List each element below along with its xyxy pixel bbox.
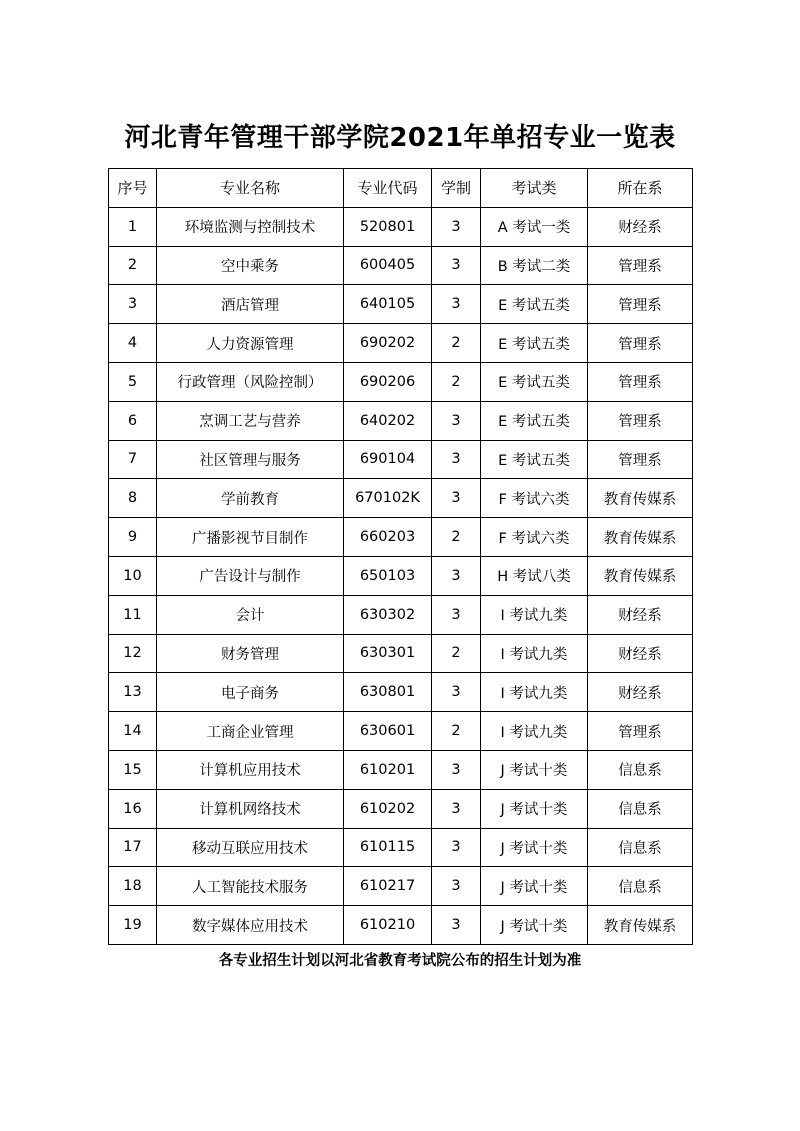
cell-duration: 2 [432, 362, 481, 401]
cell-major-code: 640202 [344, 401, 432, 440]
cell-index: 19 [109, 906, 157, 945]
cell-index: 5 [109, 362, 157, 401]
cell-exam-category: E 考试五类 [481, 362, 588, 401]
cell-exam-category: I 考试九类 [481, 712, 588, 751]
cell-department: 财经系 [588, 634, 693, 673]
cell-index: 14 [109, 712, 157, 751]
cell-major-code: 600405 [344, 246, 432, 285]
cell-department: 信息系 [588, 867, 693, 906]
cell-major-name: 烹调工艺与营养 [157, 401, 344, 440]
cell-index: 9 [109, 518, 157, 557]
table-row [109, 556, 693, 595]
cell-major-code: 660203 [344, 518, 432, 557]
table-row [109, 634, 693, 673]
cell-major-name: 行政管理（风险控制） [157, 362, 344, 401]
cell-department: 管理系 [588, 362, 693, 401]
cell-duration: 3 [432, 750, 481, 789]
cell-exam-category: F 考试六类 [481, 479, 588, 518]
cell-duration: 3 [432, 285, 481, 324]
cell-index: 18 [109, 867, 157, 906]
cell-major-code: 650103 [344, 556, 432, 595]
table-row [109, 828, 693, 867]
cell-department: 教育传媒系 [588, 518, 693, 557]
table-row [109, 479, 693, 518]
cell-exam-category: I 考试九类 [481, 673, 588, 712]
table-row [109, 440, 693, 479]
cell-major-name: 人工智能技术服务 [157, 867, 344, 906]
table-row [109, 362, 693, 401]
cell-department: 管理系 [588, 285, 693, 324]
cell-major-name: 计算机网络技术 [157, 789, 344, 828]
table-header-row [109, 169, 693, 208]
header-major-name: 专业名称 [157, 169, 344, 208]
header-exam-category: 考试类 [481, 169, 588, 208]
cell-duration: 3 [432, 867, 481, 906]
cell-exam-category: J 考试十类 [481, 789, 588, 828]
cell-major-code: 610202 [344, 789, 432, 828]
table-row [109, 673, 693, 712]
cell-exam-category: J 考试十类 [481, 750, 588, 789]
cell-department: 管理系 [588, 440, 693, 479]
cell-duration: 3 [432, 595, 481, 634]
cell-major-code: 610210 [344, 906, 432, 945]
cell-exam-category: E 考试五类 [481, 324, 588, 363]
cell-duration: 3 [432, 906, 481, 945]
cell-exam-category: I 考试九类 [481, 634, 588, 673]
cell-exam-category: B 考试二类 [481, 246, 588, 285]
cell-duration: 3 [432, 556, 481, 595]
header-major-code: 专业代码 [344, 169, 432, 208]
table-row [109, 324, 693, 363]
cell-department: 管理系 [588, 246, 693, 285]
cell-exam-category: J 考试十类 [481, 828, 588, 867]
cell-major-name: 环境监测与控制技术 [157, 207, 344, 246]
cell-major-name: 广告设计与制作 [157, 556, 344, 595]
cell-major-name: 计算机应用技术 [157, 750, 344, 789]
cell-exam-category: J 考试十类 [481, 906, 588, 945]
cell-exam-category: E 考试五类 [481, 285, 588, 324]
cell-index: 2 [109, 246, 157, 285]
header-index: 序号 [109, 169, 157, 208]
cell-department: 信息系 [588, 789, 693, 828]
table-row [109, 789, 693, 828]
cell-index: 1 [109, 207, 157, 246]
cell-department: 财经系 [588, 595, 693, 634]
cell-exam-category: E 考试五类 [481, 401, 588, 440]
cell-major-name: 人力资源管理 [157, 324, 344, 363]
cell-major-code: 630601 [344, 712, 432, 751]
cell-index: 4 [109, 324, 157, 363]
cell-major-name: 广播影视节目制作 [157, 518, 344, 557]
table-body [109, 207, 693, 944]
header-duration: 学制 [432, 169, 481, 208]
cell-major-name: 电子商务 [157, 673, 344, 712]
cell-exam-category: A 考试一类 [481, 207, 588, 246]
page-title: 河北青年管理干部学院2021年单招专业一览表 [124, 123, 676, 153]
cell-duration: 2 [432, 324, 481, 363]
cell-duration: 2 [432, 518, 481, 557]
cell-department: 教育传媒系 [588, 479, 693, 518]
cell-major-code: 670102K [344, 479, 432, 518]
cell-exam-category: I 考试九类 [481, 595, 588, 634]
cell-department: 教育传媒系 [588, 556, 693, 595]
cell-major-code: 520801 [344, 207, 432, 246]
cell-duration: 3 [432, 828, 481, 867]
cell-duration: 3 [432, 479, 481, 518]
cell-major-code: 610217 [344, 867, 432, 906]
cell-major-name: 数字媒体应用技术 [157, 906, 344, 945]
cell-index: 17 [109, 828, 157, 867]
cell-index: 6 [109, 401, 157, 440]
cell-exam-category: F 考试六类 [481, 518, 588, 557]
cell-duration: 3 [432, 789, 481, 828]
cell-index: 11 [109, 595, 157, 634]
cell-major-name: 工商企业管理 [157, 712, 344, 751]
cell-major-name: 财务管理 [157, 634, 344, 673]
cell-exam-category: J 考试十类 [481, 867, 588, 906]
cell-major-code: 610201 [344, 750, 432, 789]
cell-index: 16 [109, 789, 157, 828]
cell-department: 财经系 [588, 207, 693, 246]
footer-note: 各专业招生计划以河北省教育考试院公布的招生计划为准 [218, 953, 582, 969]
cell-duration: 2 [432, 712, 481, 751]
cell-index: 13 [109, 673, 157, 712]
cell-exam-category: H 考试八类 [481, 556, 588, 595]
cell-exam-category: E 考试五类 [481, 440, 588, 479]
cell-duration: 3 [432, 401, 481, 440]
cell-major-code: 690202 [344, 324, 432, 363]
cell-department: 管理系 [588, 401, 693, 440]
cell-major-code: 630301 [344, 634, 432, 673]
cell-index: 12 [109, 634, 157, 673]
cell-major-name: 学前教育 [157, 479, 344, 518]
cell-index: 7 [109, 440, 157, 479]
cell-duration: 3 [432, 673, 481, 712]
table-row [109, 207, 693, 246]
table-row [109, 712, 693, 751]
table-row [109, 285, 693, 324]
cell-index: 8 [109, 479, 157, 518]
cell-major-code: 690206 [344, 362, 432, 401]
cell-department: 信息系 [588, 750, 693, 789]
table-row [109, 906, 693, 945]
cell-duration: 3 [432, 207, 481, 246]
table-row [109, 246, 693, 285]
cell-department: 管理系 [588, 712, 693, 751]
cell-department: 财经系 [588, 673, 693, 712]
cell-duration: 3 [432, 246, 481, 285]
table-row [109, 867, 693, 906]
cell-major-code: 690104 [344, 440, 432, 479]
cell-index: 15 [109, 750, 157, 789]
cell-major-name: 移动互联应用技术 [157, 828, 344, 867]
cell-major-code: 630801 [344, 673, 432, 712]
cell-index: 10 [109, 556, 157, 595]
cell-department: 管理系 [588, 324, 693, 363]
cell-duration: 3 [432, 440, 481, 479]
table-row [109, 518, 693, 557]
cell-major-name: 社区管理与服务 [157, 440, 344, 479]
cell-index: 3 [109, 285, 157, 324]
header-department: 所在系 [588, 169, 693, 208]
cell-major-name: 空中乘务 [157, 246, 344, 285]
cell-department: 教育传媒系 [588, 906, 693, 945]
table-row [109, 595, 693, 634]
cell-major-name: 酒店管理 [157, 285, 344, 324]
cell-major-code: 640105 [344, 285, 432, 324]
cell-duration: 2 [432, 634, 481, 673]
cell-major-code: 630302 [344, 595, 432, 634]
table-row [109, 750, 693, 789]
cell-major-code: 610115 [344, 828, 432, 867]
cell-department: 信息系 [588, 828, 693, 867]
majors-table [108, 168, 693, 945]
cell-major-name: 会计 [157, 595, 344, 634]
table-row [109, 401, 693, 440]
